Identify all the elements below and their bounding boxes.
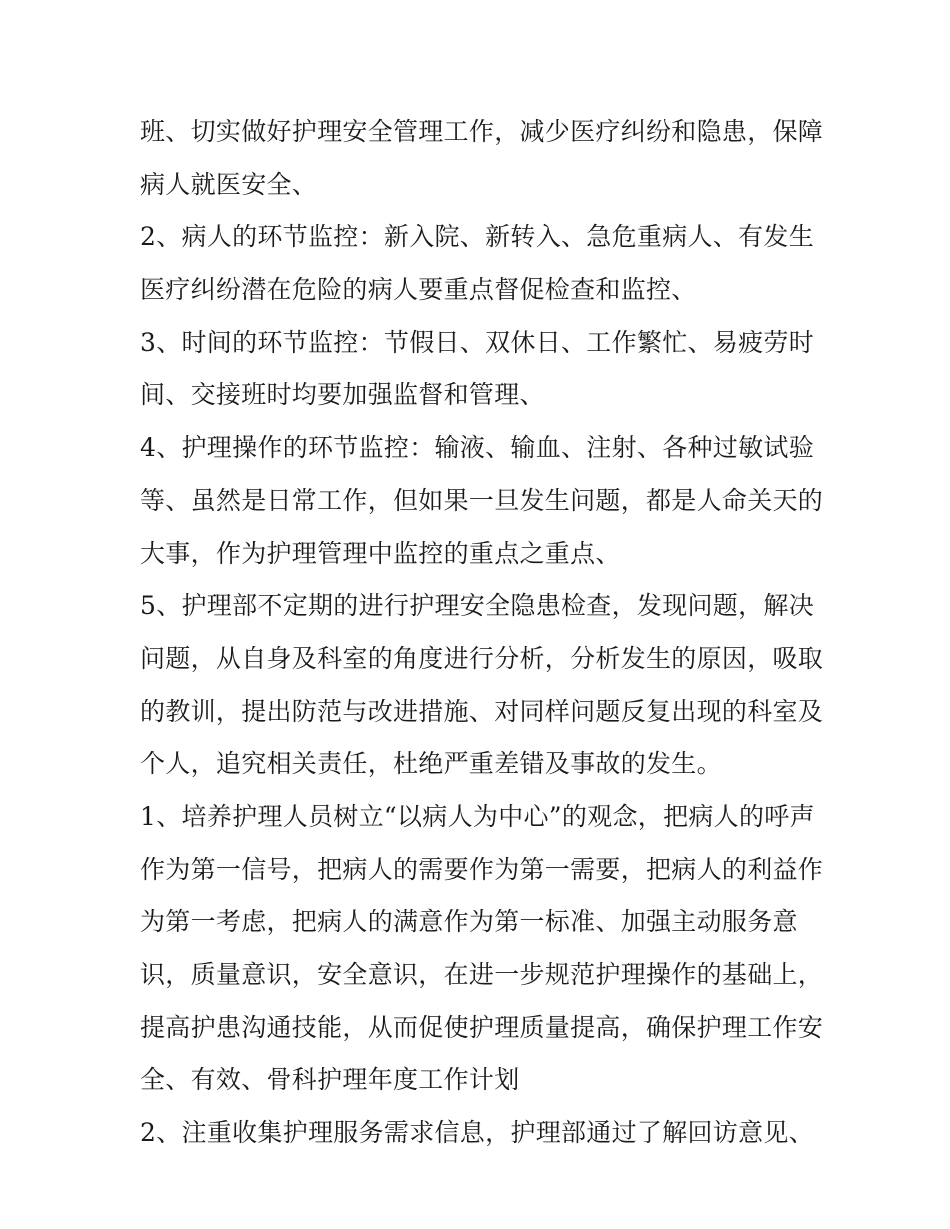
text-line: 问题，从自身及科室的角度进行分析，分析发生的原因，吸取: [140, 643, 824, 673]
text-line: 大事，作为护理管理中监控的重点之重点、: [140, 538, 621, 568]
text-line: 班、切实做好护理安全管理工作，减少医疗纠纷和隐患，保障: [140, 117, 824, 146]
text-line: 3、时间的环节监控：节假日、双休日、工作繁忙、易疲劳时: [140, 327, 815, 357]
text-line: 2、病人的环节监控：新入院、新转入、急危重病人、有发生: [140, 222, 815, 252]
text-line: 识，质量意识，安全意识，在进一步规范护理操作的基础上，: [140, 960, 824, 989]
text-line: 4、护理操作的环节监控：输液、输血、注射、各种过敏试验: [140, 433, 815, 463]
text-line: 个人，追究相关责任，杜绝严重差错及事故的发生。: [140, 749, 722, 779]
text-line: 间、交接班时均要加强监督和管理、: [140, 380, 545, 410]
document-body: [140, 106, 824, 1160]
text-line: 为第一考虑，把病人的满意作为第一标准、加强主动服务意: [140, 907, 798, 937]
text-line: 提高护患沟通技能，从而促使护理质量提高，确保护理工作安: [140, 1012, 824, 1042]
text-line: 5、护理部不定期的进行护理安全隐患检查，发现问题，解决: [140, 591, 815, 621]
text-line: 作为第一信号，把病人的需要作为第一需要，把病人的利益作: [140, 854, 824, 884]
text-line: 病人就医安全、: [140, 169, 318, 199]
text-line: 的教训，提出防范与改进措施、对同样问题反复出现的科室及: [140, 696, 824, 726]
text-line: 1、培养护理人员树立“以病人为中心”的观念，把病人的呼声: [140, 801, 815, 831]
text-line: 医疗纠纷潜在危险的病人要重点督促检查和监控、: [140, 275, 697, 305]
text-line: 等、虽然是日常工作，但如果一旦发生问题，都是人命关天的: [140, 485, 824, 515]
text-line: 全、有效、骨科护理年度工作计划: [140, 1065, 520, 1095]
text-line: 2、注重收集护理服务需求信息，护理部通过了解回访意见、: [140, 1118, 815, 1148]
